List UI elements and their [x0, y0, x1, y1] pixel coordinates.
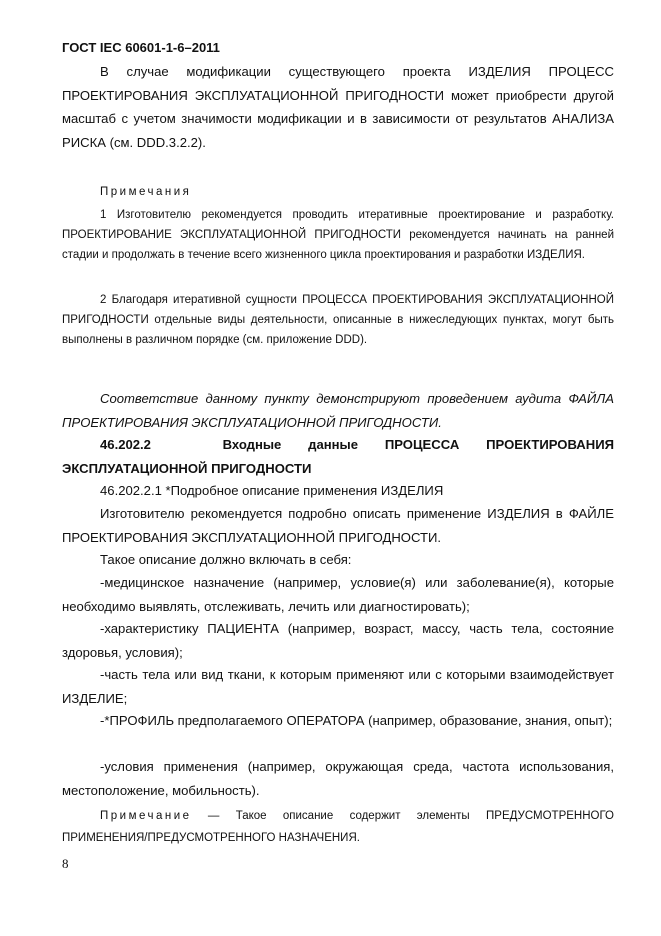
note-2: 2 Благодаря итеративной сущности ПРОЦЕССА ПРОЕКТИРОВАНИЯ ЭКСПЛУАТАЦИОННОЙ ПРИГОДНОСТИ отдельные виды деятельности, описанные в нижеследующих пунктах, могут быть выполнены в различном порядке (см. приложение DDD).	[62, 294, 614, 346]
notes-title-text: Примечания	[100, 186, 192, 198]
list-item: -часть тела или вид ткани, к которым применяют или с которыми взаимодействует ИЗДЕЛИЕ;	[62, 667, 614, 706]
list-item: -характеристику ПАЦИЕНТА (например, возраст, массу, часть тела, состояние здоровья, условия);	[62, 621, 614, 660]
section-title: Входные данные ПРОЦЕССА ПРОЕКТИРОВАНИЯ ЭКСПЛУАТАЦИОННОЙ ПРИГОДНОСТИ	[62, 437, 615, 476]
final-note-label: Примечание	[100, 810, 192, 822]
include-intro: Такое описание должно включать в себя:	[100, 552, 352, 567]
list-item: -*ПРОФИЛЬ предполагаемого ОПЕРАТОРА (например, образование, знания, опыт);	[100, 713, 613, 728]
subsection-heading: 46.202.2.1 *Подробное описание применения ИЗДЕЛИЯ	[100, 483, 444, 498]
notes-title	[62, 182, 614, 202]
recommendation-paragraph: Изготовителю рекомендуется подробно описать применение ИЗДЕЛИЯ в ФАЙЛЕ ПРОЕКТИРОВАНИЯ ЭКСПЛУАТАЦИОННОЙ ПРИГОДНОСТИ.	[62, 506, 614, 545]
compliance-statement: Соответствие данному пункту демонстрируют проведением аудита ФАЙЛА ПРОЕКТИРОВАНИЯ ЭКСПЛУАТАЦИОННОЙ ПРИГОДНОСТИ.	[62, 391, 614, 430]
document-header: ГОСТ IEC 60601-1-6–2011	[62, 40, 220, 55]
section-heading	[62, 433, 614, 480]
note-1: 1 Изготовителю рекомендуется проводить итеративные проектирование и разработку. ПРОЕКТИРОВАНИЕ ЭКСПЛУАТАЦИОННОЙ ПРИГОДНОСТИ рекомендуется начинать на ранней стадии и продолжать в течение всего жизненного цикла проектирования и разработки ИЗДЕЛИЯ.	[62, 209, 614, 261]
list-item: -условия применения (например, окружающая среда, частота использования, местоположение, мобильность).	[62, 759, 614, 798]
section-number: 46.202.2	[100, 437, 151, 452]
final-note	[62, 805, 614, 849]
page-number: 8	[62, 856, 69, 871]
intro-paragraph: В случае модификации существующего проекта ИЗДЕЛИЯ ПРОЦЕСС ПРОЕКТИРОВАНИЯ ЭКСПЛУАТАЦИОННОЙ ПРИГОДНОСТИ может приобрести другой масштаб с учетом значимости модификации и в зависимости от результатов АНАЛИЗА РИСКА (см. DDD.3.2.2).	[62, 64, 614, 150]
list-item: -медицинское назначение (например, условие(я) или заболевание(я), которые необходимо выявлять, отслеживать, лечить или диагностировать);	[62, 575, 614, 614]
final-note-text: — Такое описание содержит элементы ПРЕДУСМОТРЕННОГО ПРИМЕНЕНИЯ/ПРЕДУСМОТРЕННОГО НАЗНАЧЕНИЯ.	[62, 810, 614, 844]
